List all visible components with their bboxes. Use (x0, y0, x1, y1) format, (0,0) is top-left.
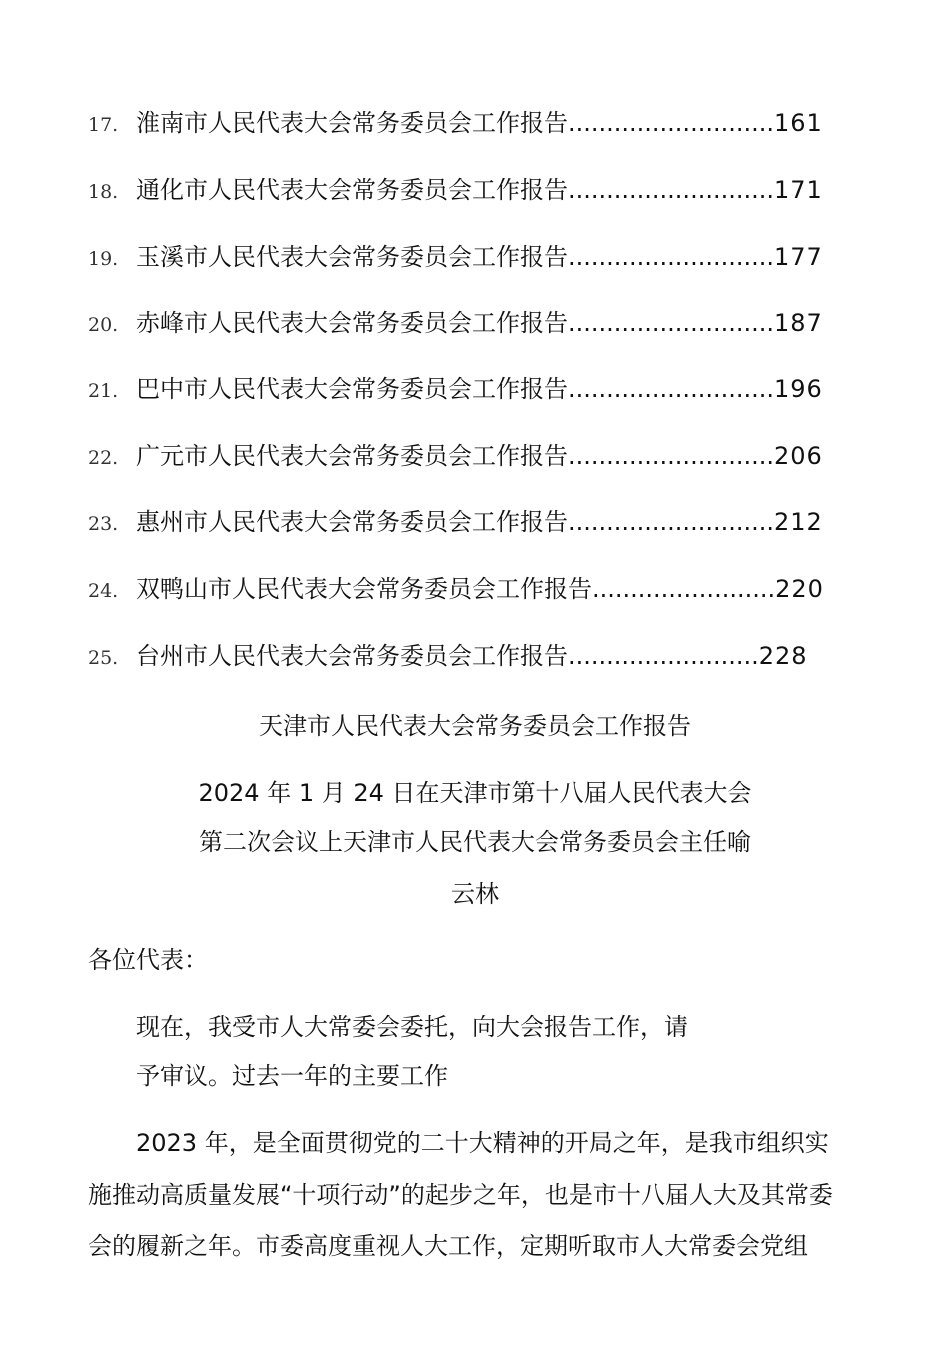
toc-item-page: 228 (758, 642, 808, 670)
toc-leader-dots: ........................... (568, 508, 774, 536)
toc-leader-dots: ........................ (592, 575, 776, 603)
toc-item-page: 206 (773, 442, 823, 470)
toc-item-page: 177 (773, 243, 823, 271)
toc-item-page: 220 (775, 575, 824, 603)
toc-item-title: 广元市人民代表大会常务委员会工作报告 (136, 442, 568, 470)
body-line-3: 会的履新之年。市委高度重视人大工作，定期听取市人大常委会党组 (88, 1232, 808, 1260)
toc-item-number: 25. (88, 647, 119, 669)
toc-item-title: 惠州市人民代表大会常务委员会工作报告 (136, 508, 568, 536)
toc-item-24[interactable] (88, 569, 824, 609)
toc-leader-dots: ......................... (568, 642, 759, 670)
report-title: 天津市人民代表大会常务委员会工作报告 (259, 712, 691, 740)
toc-item-title: 赤峰市人民代表大会常务委员会工作报告 (136, 309, 568, 337)
toc-item-page: 212 (773, 508, 823, 536)
report-subtitle-line-1: 2024 年 1 月 24 日在天津市第十八届人民代表大会 (198, 779, 752, 807)
toc-item-title: 巴中市人民代表大会常务委员会工作报告 (136, 375, 568, 403)
toc-leader-dots: ........................... (568, 109, 774, 137)
toc-item-title: 台州市人民代表大会常务委员会工作报告 (136, 642, 568, 670)
toc-item-page: 187 (773, 309, 823, 337)
toc-leader-dots: ........................... (568, 309, 774, 337)
toc-item-title: 通化市人民代表大会常务委员会工作报告 (136, 176, 568, 204)
toc-item-title: 淮南市人民代表大会常务委员会工作报告 (136, 109, 568, 137)
salutation: 各位代表： (88, 946, 208, 974)
toc-leader-dots: ........................... (568, 442, 774, 470)
toc-item-page: 161 (773, 109, 823, 137)
toc-item-21[interactable] (88, 369, 823, 409)
toc-item-number: 23. (88, 513, 119, 535)
toc-leader-dots: ........................... (568, 375, 774, 403)
toc-item-page: 171 (773, 176, 823, 204)
body-line-2: 施推动高质量发展“十项行动”的起步之年，也是市十八届人大及其常委 (88, 1181, 833, 1209)
toc-item-number: 21. (88, 380, 119, 402)
toc-item-number: 19. (88, 248, 119, 270)
body-line-1: 2023 年，是全面贯彻党的二十大精神的开局之年，是我市组织实 (136, 1129, 829, 1157)
toc-item-title: 双鸭山市人民代表大会常务委员会工作报告 (136, 575, 592, 603)
toc-item-17[interactable] (88, 103, 823, 143)
toc-item-number: 20. (88, 314, 119, 336)
report-subtitle-line-2: 第二次会议上天津市人民代表大会常务委员会主任喻 (199, 828, 751, 856)
toc-item-18[interactable] (88, 170, 823, 210)
toc-item-number: 24. (88, 580, 119, 602)
toc-item-23[interactable] (88, 502, 823, 542)
toc-leader-dots: ........................... (568, 243, 774, 271)
intro-line-1: 现在，我受市人大常委会委托，向大会报告工作，请 (136, 1013, 688, 1041)
toc-item-number: 17. (88, 114, 119, 136)
toc-leader-dots: ........................... (568, 176, 774, 204)
toc-item-number: 22. (88, 447, 119, 469)
report-subtitle-line-3: 云林 (451, 880, 499, 908)
intro-line-2: 予审议。过去一年的主要工作 (136, 1062, 448, 1090)
toc-item-19[interactable] (88, 237, 823, 277)
toc-item-22[interactable] (88, 436, 823, 476)
toc-item-20[interactable] (88, 303, 823, 343)
toc-item-number: 18. (88, 181, 119, 203)
toc-item-page: 196 (773, 375, 823, 403)
toc-item-title: 玉溪市人民代表大会常务委员会工作报告 (136, 243, 568, 271)
toc-item-25[interactable] (88, 636, 808, 676)
